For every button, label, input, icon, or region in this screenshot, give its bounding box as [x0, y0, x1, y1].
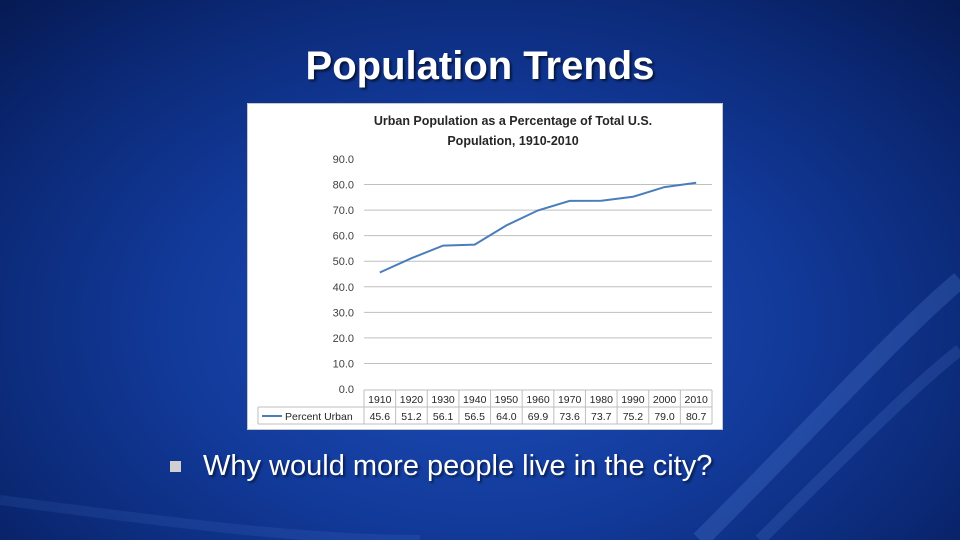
data-value-1970: 73.6	[559, 411, 580, 423]
data-value-1980: 73.7	[591, 411, 612, 423]
bullet-text: Why would more people live in the city?	[203, 450, 713, 482]
data-value-1910: 45.6	[369, 411, 391, 423]
slide-title: Population Trends	[305, 44, 655, 88]
chart-title-line-2: Population, 1910-2010	[447, 134, 579, 148]
bullet-item	[170, 450, 712, 483]
chart-title-line-1: Urban Population as a Percentage of Total U.S.	[373, 114, 653, 128]
y-tick-label-0.0: 0.0	[338, 384, 354, 396]
y-tick-label-40.0: 40.0	[332, 281, 354, 294]
y-tick-label-90.0: 90.0	[332, 154, 354, 166]
data-value-2010: 80.7	[685, 411, 707, 423]
y-tick-label-50.0: 50.0	[332, 256, 354, 269]
series-line-percent-urban	[380, 183, 696, 273]
x-category-2010: 2010	[684, 394, 708, 406]
x-category-1970: 1970	[557, 394, 582, 406]
data-value-1990: 75.2	[622, 411, 644, 423]
x-category-1920: 1920	[399, 394, 424, 406]
x-category-1930: 1930	[431, 394, 455, 406]
x-category-1910: 1910	[368, 394, 392, 406]
x-category-2000: 2000	[652, 394, 677, 406]
bullet-square-icon	[170, 461, 181, 472]
data-value-2000: 79.0	[654, 411, 675, 423]
y-tick-label-80.0: 80.0	[332, 179, 354, 192]
legend-label-percent-urban: Percent Urban	[285, 411, 353, 423]
data-value-1920: 51.2	[401, 411, 422, 423]
x-category-1960: 1960	[526, 394, 550, 406]
y-tick-label-60.0: 60.0	[332, 230, 354, 243]
data-value-1930: 56.1	[432, 411, 454, 423]
data-value-1950: 64.0	[496, 411, 517, 423]
y-tick-label-70.0: 70.0	[332, 205, 354, 218]
x-category-1950: 1950	[494, 394, 519, 406]
y-tick-label-20.0: 20.0	[332, 332, 354, 345]
y-tick-label-10.0: 10.0	[332, 358, 354, 371]
x-category-1940: 1940	[463, 394, 487, 406]
y-tick-label-30.0: 30.0	[332, 307, 354, 320]
chart-svg	[248, 104, 722, 429]
data-value-1960: 69.9	[527, 411, 549, 423]
x-category-1980: 1980	[589, 394, 613, 406]
urban-population-chart	[247, 103, 723, 430]
x-category-1990: 1990	[621, 394, 645, 406]
data-value-1940: 56.5	[464, 411, 485, 423]
